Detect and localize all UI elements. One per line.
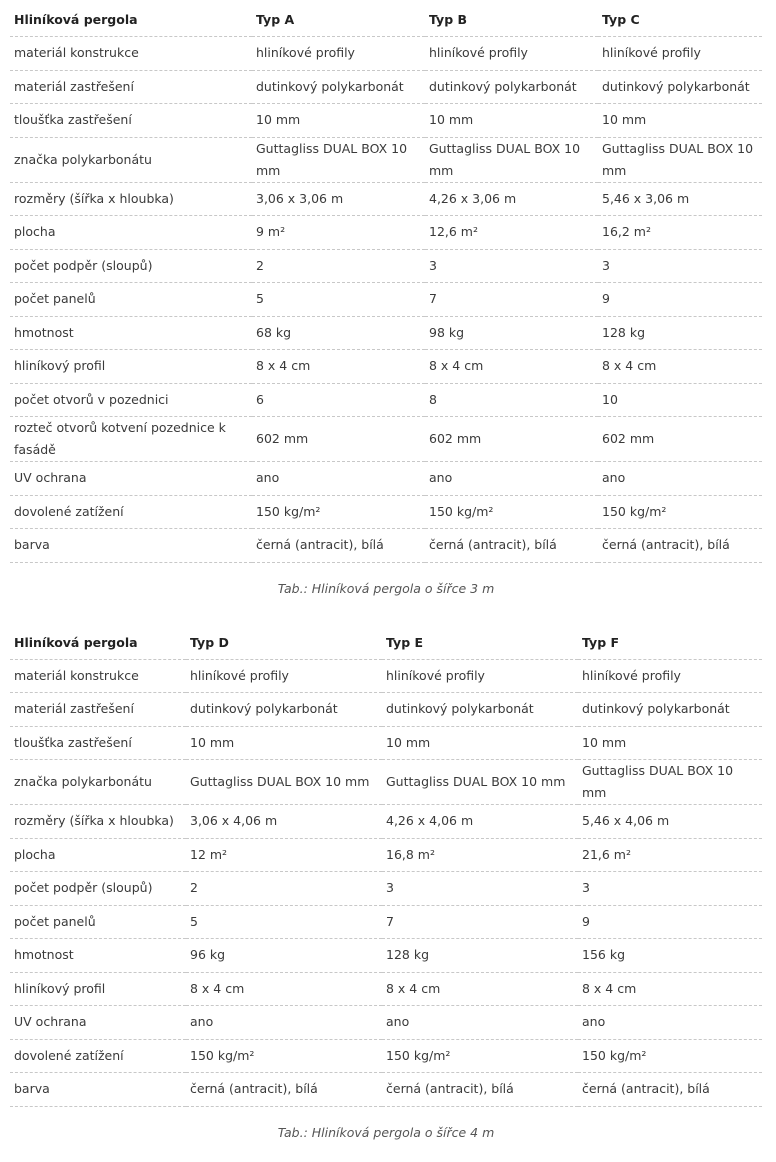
value-cell: 8 x 4 cm <box>598 350 762 384</box>
pergola-table-3m <box>10 4 762 563</box>
row-label-cell: materiál zastřešení <box>10 693 186 727</box>
row-label-cell: tloušťka zastřešení <box>10 726 186 760</box>
row-label-cell: hmotnost <box>10 939 186 973</box>
value-cell: ano <box>578 1006 762 1040</box>
value-cell: 8 x 4 cm <box>425 350 598 384</box>
value-cell: 5 <box>252 283 425 317</box>
table-row <box>10 805 762 839</box>
table-row <box>10 37 762 71</box>
header-cell: Typ A <box>252 4 425 37</box>
row-label-cell: hliníkový profil <box>10 972 186 1006</box>
table-row <box>10 972 762 1006</box>
value-cell: 7 <box>382 905 578 939</box>
value-cell: černá (antracit), bílá <box>252 529 425 563</box>
value-cell: 5,46 x 4,06 m <box>578 805 762 839</box>
value-cell: 16,8 m² <box>382 838 578 872</box>
value-cell: 3,06 x 3,06 m <box>252 182 425 216</box>
value-cell: Guttagliss DUAL BOX 10 mm <box>186 760 382 805</box>
row-label-cell: barva <box>10 1073 186 1107</box>
value-cell: 10 mm <box>578 726 762 760</box>
pergola-table-4m <box>10 627 762 1107</box>
value-cell: 9 m² <box>252 216 425 250</box>
value-cell: 150 kg/m² <box>382 1039 578 1073</box>
table-row <box>10 137 762 182</box>
value-cell: Guttagliss DUAL BOX 10 mm <box>578 760 762 805</box>
value-cell: dutinkový polykarbonát <box>252 70 425 104</box>
table-row <box>10 249 762 283</box>
value-cell: Guttagliss DUAL BOX 10 mm <box>598 137 762 182</box>
table-row <box>10 316 762 350</box>
value-cell: 3 <box>425 249 598 283</box>
value-cell: 5 <box>186 905 382 939</box>
row-label-cell: dovolené zatížení <box>10 1039 186 1073</box>
header-cell: Hliníková pergola <box>10 4 252 37</box>
value-cell: 10 mm <box>186 726 382 760</box>
value-cell: dutinkový polykarbonát <box>598 70 762 104</box>
table-row <box>10 1006 762 1040</box>
value-cell: Guttagliss DUAL BOX 10 mm <box>252 137 425 182</box>
value-cell: 602 mm <box>425 417 598 462</box>
row-label-cell: počet panelů <box>10 283 252 317</box>
value-cell: 10 mm <box>382 726 578 760</box>
row-label-cell: plocha <box>10 838 186 872</box>
row-label-cell: hmotnost <box>10 316 252 350</box>
value-cell: 602 mm <box>598 417 762 462</box>
table-row <box>10 760 762 805</box>
table-row <box>10 495 762 529</box>
row-label-cell: barva <box>10 529 252 563</box>
value-cell: 6 <box>252 383 425 417</box>
row-label-cell: počet otvorů v pozednici <box>10 383 252 417</box>
value-cell: hliníkové profily <box>382 659 578 693</box>
value-cell: 5,46 x 3,06 m <box>598 182 762 216</box>
row-label-cell: tloušťka zastřešení <box>10 104 252 138</box>
value-cell: 10 mm <box>252 104 425 138</box>
value-cell: 2 <box>186 872 382 906</box>
value-cell: hliníkové profily <box>186 659 382 693</box>
header-cell: Typ E <box>382 627 578 660</box>
row-label-cell: plocha <box>10 216 252 250</box>
value-cell: černá (antracit), bílá <box>425 529 598 563</box>
table-row <box>10 693 762 727</box>
value-cell: dutinkový polykarbonát <box>425 70 598 104</box>
value-cell: 3 <box>382 872 578 906</box>
value-cell: dutinkový polykarbonát <box>186 693 382 727</box>
table-row <box>10 216 762 250</box>
value-cell: 68 kg <box>252 316 425 350</box>
value-cell: Guttagliss DUAL BOX 10 mm <box>425 137 598 182</box>
value-cell: 10 mm <box>598 104 762 138</box>
value-cell: 128 kg <box>382 939 578 973</box>
value-cell: ano <box>598 462 762 496</box>
value-cell: černá (antracit), bílá <box>186 1073 382 1107</box>
value-cell: 602 mm <box>252 417 425 462</box>
value-cell: černá (antracit), bílá <box>578 1073 762 1107</box>
value-cell: hliníkové profily <box>252 37 425 71</box>
value-cell: 21,6 m² <box>578 838 762 872</box>
table-row <box>10 726 762 760</box>
row-label-cell: hliníkový profil <box>10 350 252 384</box>
value-cell: 3 <box>578 872 762 906</box>
table-row <box>10 659 762 693</box>
row-label-cell: počet panelů <box>10 905 186 939</box>
value-cell: ano <box>252 462 425 496</box>
value-cell: 150 kg/m² <box>252 495 425 529</box>
table-row <box>10 383 762 417</box>
header-cell: Hliníková pergola <box>10 627 186 660</box>
table-row <box>10 417 762 462</box>
table-row <box>10 182 762 216</box>
value-cell: ano <box>425 462 598 496</box>
row-label-cell: dovolené zatížení <box>10 495 252 529</box>
table-row <box>10 104 762 138</box>
row-label-cell: značka polykarbonátu <box>10 137 252 182</box>
table-row <box>10 905 762 939</box>
header-cell: Typ B <box>425 4 598 37</box>
value-cell: černá (antracit), bílá <box>382 1073 578 1107</box>
row-label-cell: rozměry (šířka x hloubka) <box>10 182 252 216</box>
row-label-cell: počet podpěr (sloupů) <box>10 249 252 283</box>
value-cell: dutinkový polykarbonát <box>578 693 762 727</box>
table-row <box>10 1073 762 1107</box>
value-cell: Guttagliss DUAL BOX 10 mm <box>382 760 578 805</box>
row-label-cell: UV ochrana <box>10 462 252 496</box>
value-cell: 128 kg <box>598 316 762 350</box>
value-cell: 9 <box>598 283 762 317</box>
value-cell: černá (antracit), bílá <box>598 529 762 563</box>
table-row <box>10 70 762 104</box>
value-cell: ano <box>382 1006 578 1040</box>
row-label-cell: materiál zastřešení <box>10 70 252 104</box>
value-cell: hliníkové profily <box>578 659 762 693</box>
value-cell: 150 kg/m² <box>186 1039 382 1073</box>
value-cell: 150 kg/m² <box>425 495 598 529</box>
header-cell: Typ C <box>598 4 762 37</box>
value-cell: 10 <box>598 383 762 417</box>
table-header-row <box>10 4 762 37</box>
value-cell: 98 kg <box>425 316 598 350</box>
value-cell: 10 mm <box>425 104 598 138</box>
value-cell: 16,2 m² <box>598 216 762 250</box>
table-row <box>10 462 762 496</box>
value-cell: 12 m² <box>186 838 382 872</box>
row-label-cell: rozteč otvorů kotvení pozednice k fasádě <box>10 417 252 462</box>
value-cell: 8 x 4 cm <box>578 972 762 1006</box>
value-cell: dutinkový polykarbonát <box>382 693 578 727</box>
table-row <box>10 529 762 563</box>
table-header-row <box>10 627 762 660</box>
value-cell: 9 <box>578 905 762 939</box>
value-cell: 7 <box>425 283 598 317</box>
value-cell: 8 x 4 cm <box>382 972 578 1006</box>
row-label-cell: UV ochrana <box>10 1006 186 1040</box>
table-row <box>10 838 762 872</box>
table-caption: Tab.: Hliníková pergola o šířce 3 m <box>277 580 495 596</box>
value-cell: 96 kg <box>186 939 382 973</box>
value-cell: 8 x 4 cm <box>186 972 382 1006</box>
value-cell: 8 x 4 cm <box>252 350 425 384</box>
row-label-cell: počet podpěr (sloupů) <box>10 872 186 906</box>
value-cell: hliníkové profily <box>598 37 762 71</box>
row-label-cell: materiál konstrukce <box>10 37 252 71</box>
table-caption: Tab.: Hliníková pergola o šířce 4 m <box>277 1124 495 1140</box>
table-row <box>10 1039 762 1073</box>
value-cell: 150 kg/m² <box>578 1039 762 1073</box>
value-cell: 4,26 x 3,06 m <box>425 182 598 216</box>
value-cell: ano <box>186 1006 382 1040</box>
value-cell: 4,26 x 4,06 m <box>382 805 578 839</box>
row-label-cell: materiál konstrukce <box>10 659 186 693</box>
value-cell: 3 <box>598 249 762 283</box>
value-cell: 12,6 m² <box>425 216 598 250</box>
value-cell: hliníkové profily <box>425 37 598 71</box>
value-cell: 3,06 x 4,06 m <box>186 805 382 839</box>
row-label-cell: rozměry (šířka x hloubka) <box>10 805 186 839</box>
table-row <box>10 283 762 317</box>
table-row <box>10 350 762 384</box>
value-cell: 2 <box>252 249 425 283</box>
table-row <box>10 872 762 906</box>
row-label-cell: značka polykarbonátu <box>10 760 186 805</box>
value-cell: 8 <box>425 383 598 417</box>
header-cell: Typ F <box>578 627 762 660</box>
value-cell: 156 kg <box>578 939 762 973</box>
header-cell: Typ D <box>186 627 382 660</box>
table-row <box>10 939 762 973</box>
value-cell: 150 kg/m² <box>598 495 762 529</box>
